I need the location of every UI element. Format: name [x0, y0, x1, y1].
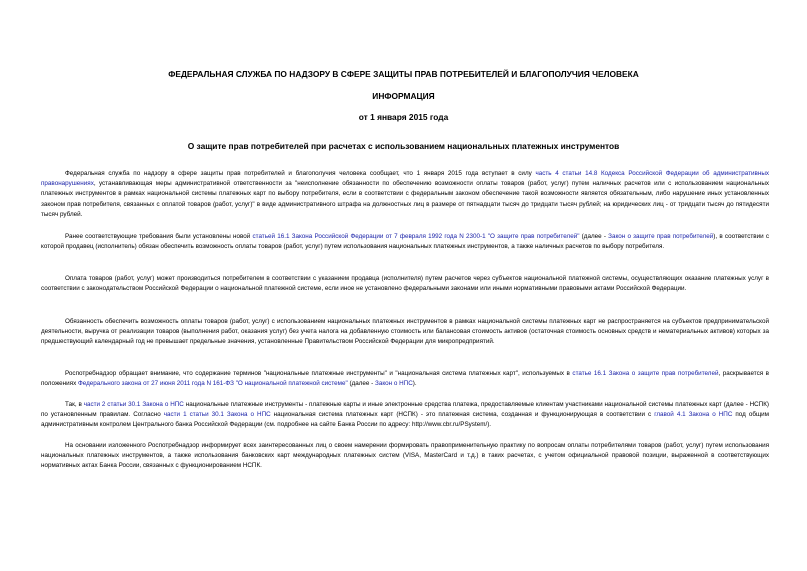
- p6-text-2: национальные платежные инструменты - платежные карты и иные электронные средства платежа, предоставляемые клиентам участниками национальной системы платежных карт (далее - НСПК) по установленным правилам. Согласно: [41, 401, 769, 419]
- link-nps-law[interactable]: Закон о НПС: [375, 380, 413, 388]
- link-federal-law-161-fz[interactable]: Федерального закона от 27 июня 2011 года N 161-ФЗ "О национальной платежной системе": [77, 380, 348, 388]
- p5-text-3: (далее -: [347, 380, 376, 388]
- paragraph-6: [41, 400, 769, 431]
- p2-text-2: (далее -: [579, 233, 609, 240]
- document-title: О защите прав потребителей при расчетах с использованием национальных платежных инструментов: [187, 141, 620, 151]
- link-nps-chapter-4-1[interactable]: главой 4.1 Закона о НПС: [654, 411, 733, 419]
- p5-text-1: Роспотребнадзор обращает внимание, что содержание терминов "национальные платежные инструменты" и "национальная система платежных карт", используемых в: [65, 370, 573, 377]
- p2-text-1: Ранее соответствующие требования были установлены новой: [65, 233, 253, 240]
- p2-text-3: ), в соответствии с которой продавец (исполнитель) обязан обеспечить возможность оплаты товаров (работ, услуг) путем использования национальных платежных инструментов, а также наличных расчетов по выбору потребителя.: [41, 233, 769, 251]
- link-nps-art-30-1-part-2[interactable]: части 2 статьи 30.1 Закона о НПС: [83, 401, 184, 408]
- link-art-16-1-consumer-law[interactable]: статье 16.1 Закона о защите прав потребителей: [572, 370, 719, 377]
- paragraph-2: [41, 232, 769, 252]
- document-type-heading: ИНФОРМАЦИЯ: [372, 91, 435, 101]
- p1-text-1: Федеральная служба по надзору в сфере защиты прав потребителей и благополучия человека сообщает, что 1 января 2015 года вступает в силу: [65, 170, 536, 177]
- agency-heading: ФЕДЕРАЛЬНАЯ СЛУЖБА ПО НАДЗОРУ В СФЕРЕ ЗАЩИТЫ ПРАВ ПОТРЕБИТЕЛЕЙ И БЛАГОПОЛУЧИЯ ЧЕЛОВЕКА: [168, 69, 639, 79]
- link-law-2300-1-art-16-1[interactable]: статьей 16.1 Закона Российской Федерации от 7 февраля 1992 года N 2300-1 "О защите прав потребителей": [252, 233, 580, 240]
- link-koap-14-8[interactable]: часть 4 статьи 14.8 Кодекса Российской Федерации об административных правонарушениях: [41, 170, 770, 188]
- p5-text-2: , раскрывается в положениях: [41, 370, 769, 388]
- p6-text-3: национальная система платежных карт (НСПК) - это платежная система, созданная и функционирующая в соответствии с: [270, 411, 655, 419]
- document-date: от 1 января 2015 года: [358, 112, 449, 122]
- paragraph-5: [41, 369, 769, 389]
- p3-text-1: Оплата товаров (работ, услуг) может производиться потребителем в соответствии с указанием продавца (исполнителя) путем расчетов через субъектов национальной платежной системы, осуществляющих оказание платежных услуг в соответствии с законодательством Российской Федерации о национальной платежной системе, если иное не установлено федеральными законами или иными нормативными правовыми актами Российской Федерации.: [41, 275, 769, 293]
- p5-text-4: ).: [412, 380, 417, 388]
- paragraph-4: [41, 317, 769, 348]
- p6-text-4: под общим административным контролем Центрального банка Российской Федерации (см. подробнее на сайте Банка России по адресу: http://www.cbr.ru/PSystem/).: [41, 411, 769, 429]
- p6-text-1: Так, в: [65, 401, 84, 408]
- link-consumer-protection-law[interactable]: Закон о защите прав потребителей: [608, 233, 714, 240]
- link-nps-art-30-1-part-1[interactable]: части 1 статьи 30.1 Закона о НПС: [163, 411, 271, 419]
- paragraph-1: [41, 169, 769, 220]
- p1-text-2: , устанавливающая меры административной ответственности за "неисполнение обязанности по обеспечению возможности оплаты товаров (работ, услуг) путем наличных расчетов или с использованием национальных платежных инструментов в рамках национальной системы платежных карт по выбору потребителя, если в соответствии с федеральным законом обеспечение такой возможности является обязательным, либо нарушение иных установленных законом прав потребителя, связанных с оплатой товаров (работ, услуг)" в виде административного штрафа на должностных лиц в размере от пятнадцати тысяч до тридцати тысяч рублей; на юридических лиц - от тридцати тысяч до пятидесяти тысяч рублей.: [41, 180, 769, 218]
- p4-text-1: Обязанность обеспечить возможность оплаты товаров (работ, услуг) с использованием национальных платежных инструментов в рамках национальной системы платежных карт не распространяется на субъектов предпринимательской деятельности, выручка от реализации товаров (выполнения работ, оказания услуг) без учета налога на добавленную стоимость или балансовая стоимость активов (остаточная стоимость основных средств и нематериальных активов) которых за предшествующий календарный год не превышает предельные значения, установленные Правительством Российской Федерации для микропредприятий.: [41, 318, 769, 346]
- paragraph-3: [41, 274, 769, 294]
- p7-text-1: На основании изложенного Роспотребнадзор информирует всех заинтересованных лиц о своем намерении формировать правоприменительную практику по вопросам оплаты потребителями товаров (работ, услуг) путем использования национальных платежных инструментов, а также использования банковских карт международных платежных систем (VISA, MasterCard и т.д.) в таких расчетах, с учетом официальной правовой позиции, выраженной в соответствующих нормативных актах Банка России, связанных с функционированием НСПК.: [41, 442, 769, 470]
- paragraph-7: [41, 441, 769, 472]
